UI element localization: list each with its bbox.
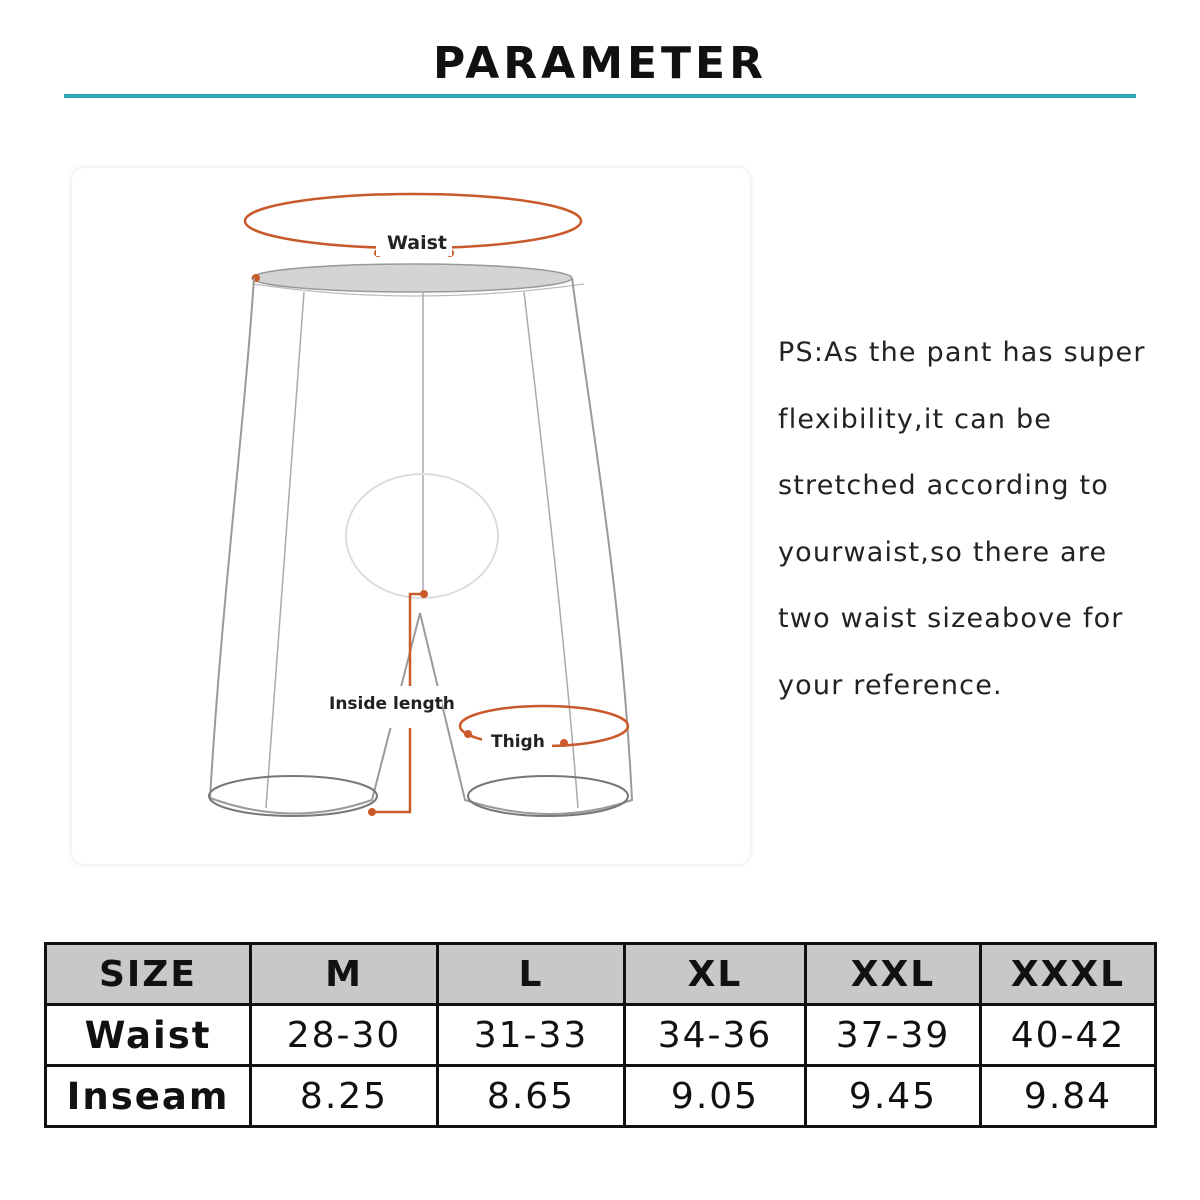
note-line: yourwaist,so there are: [778, 536, 1108, 568]
note-line: your reference.: [778, 669, 1003, 701]
table-cell: 9.84: [981, 1066, 1156, 1127]
thigh-label: Thigh: [491, 732, 545, 752]
size-chart-table: [44, 942, 1157, 1128]
shorts-diagram: [72, 168, 750, 864]
table-cell: 31-33: [438, 1005, 625, 1066]
inside-length-label: Inside length: [329, 694, 455, 714]
title-underline: [64, 94, 1136, 98]
shorts-illustration: [72, 168, 750, 864]
table-cell: 8.65: [438, 1066, 625, 1127]
note-line: stretched according to: [778, 470, 1110, 501]
header-size: SIZE: [46, 944, 251, 1005]
left-leg-opening: [209, 776, 377, 816]
header-cell: XXXL: [981, 944, 1156, 1005]
table-cell: 28-30: [251, 1005, 438, 1066]
header-cell: L: [438, 944, 625, 1005]
table-cell: 40-42: [981, 1005, 1156, 1066]
table-cell: 37-39: [806, 1005, 981, 1066]
table-cell: 9.45: [806, 1066, 981, 1127]
table-cell: 9.05: [625, 1066, 806, 1127]
seat-pad: [346, 474, 498, 598]
waist-label: Waist: [387, 232, 448, 254]
row-label-inseam: Inseam: [46, 1066, 251, 1127]
waistband: [252, 264, 572, 292]
note-line: flexibility,it can be: [778, 403, 1053, 435]
table-row: [46, 1005, 1156, 1066]
table-cell: 8.25: [251, 1066, 438, 1127]
table-cell: 34-36: [625, 1005, 806, 1066]
note-line: PS:As the pant has super: [778, 337, 1146, 368]
header-cell: M: [251, 944, 438, 1005]
header-cell: XL: [625, 944, 806, 1005]
note-line: two waist sizeabove for: [778, 603, 1124, 634]
right-leg-opening: [468, 776, 628, 816]
table-header-row: [46, 944, 1156, 1005]
row-label-waist: Waist: [46, 1005, 251, 1066]
page-title: PARAMETER: [433, 38, 767, 89]
shorts-outline: [210, 278, 632, 814]
header-cell: XXL: [806, 944, 981, 1005]
table-row: [46, 1066, 1156, 1127]
stretch-note: [778, 320, 1188, 719]
